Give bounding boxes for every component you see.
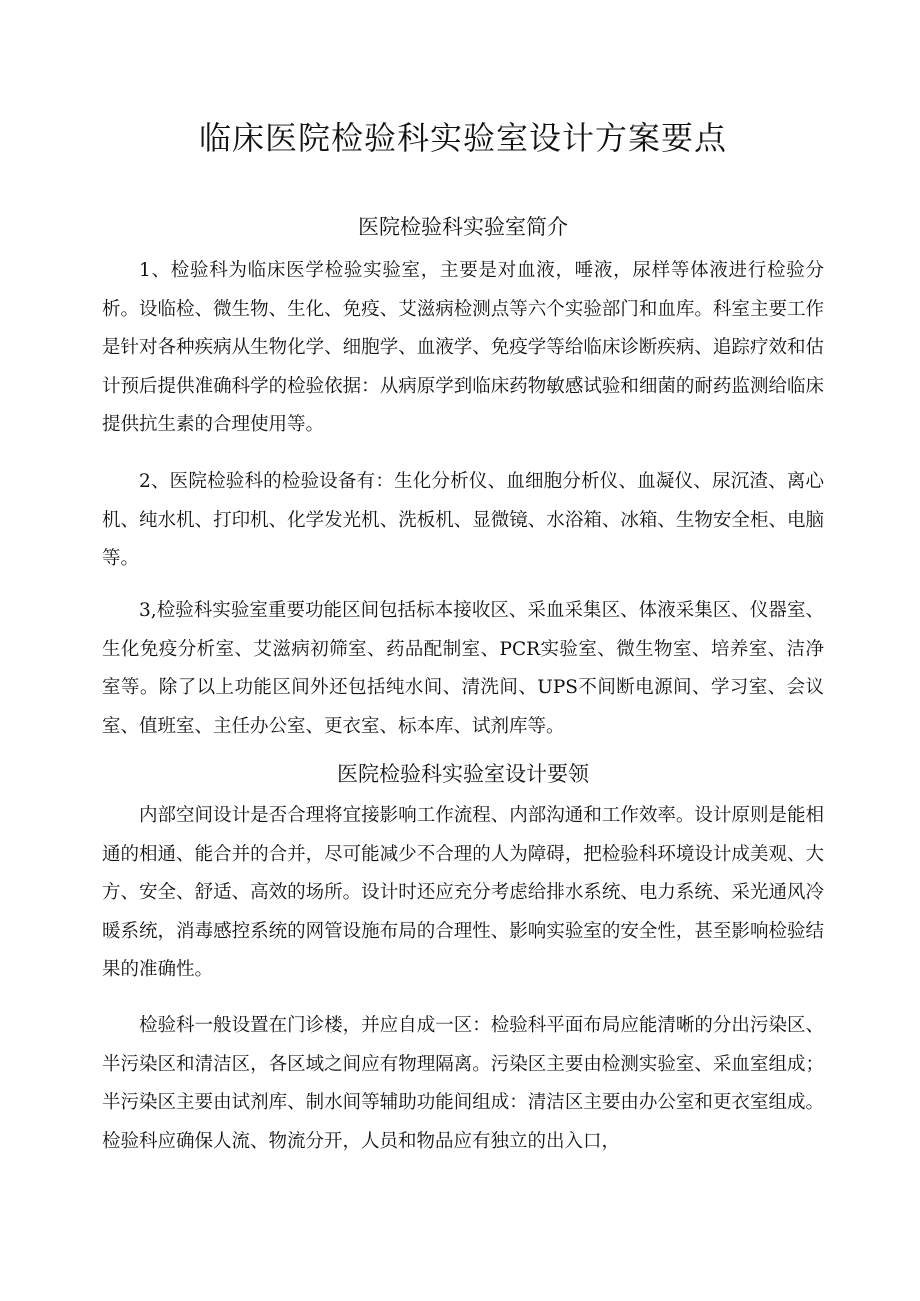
paragraph-functional-areas: 3,检验科实验室重要功能区间包括标本接收区、采血采集区、体液采集区、仪器室、生化免疫分析室、艾滋病初筛室、药品配制室、PCR实验室、微生物室、培养室、洁净室等。除了以上功能区间外还包括纯水间、清洗间、UPS不间断电源间、学习室、会议室、值班室、主任办公室、更衣室、标本库、试剂库等。 — [102, 600, 824, 737]
section-heading-introduction: 医院检验科实验室简介 — [358, 215, 568, 239]
document-page — [102, 0, 824, 1301]
paragraph-lab-equipment: 2、医院检验科的检验设备有：生化分析仪、血细胞分析仪、血凝仪、尿沉渣、离心机、纯水机、打印机、化学发光机、洗板机、显微镜、水浴箱、冰箱、生物安全柜、电脑等。 — [102, 471, 824, 569]
section-heading-design-essentials: 医院检验科实验室设计要领 — [337, 762, 589, 786]
document-title: 临床医院检验科实验室设计方案要点 — [198, 119, 727, 157]
paragraph-interior-design: 内部空间设计是否合理将宜接影响工作流程、内部沟通和工作效率。设计原则是能相通的相通、能合并的合并，尽可能减少不合理的人为障碍，把检验科环境设计成美观、大方、安全、舒适、高效的场所。设计时还应充分考虑给排水系统、电力系统、采光通风冷暖系统，消毒感控系统的网管设施布局的合理性、影响实验室的安全性，甚至影响检验结果的准确性。 — [102, 805, 824, 980]
paragraph-layout-zoning: 检验科一般设置在门诊楼，并应自成一区：检验科平面布局应能清晰的分出污染区、半污染区和清洁区，各区域之间应有物理隔离。污染区主要由检测实验室、采血室组成；半污染区主要由试剂库、制水间等辅助功能间组成：清洁区主要由办公室和更衣室组成。检验科应确保人流、物流分开，人员和物品应有独立的出入口， — [102, 1015, 824, 1152]
paragraph-lab-overview: 1、检验科为临床医学检验实验室，主要是对血液，唾液，尿样等体液进行检验分析。设临检、微生物、生化、免疫、艾滋病检测点等六个实验部门和血库。科室主要工作是针对各种疾病从生物化学、细胞学、血液学、免疫学等给临床诊断疾病、追踪疗效和估计预后提供准确科学的检验依据：从病原学到临床药物敏感试验和细菌的耐药监测给临床提供抗生素的合理使用等。 — [102, 260, 824, 435]
